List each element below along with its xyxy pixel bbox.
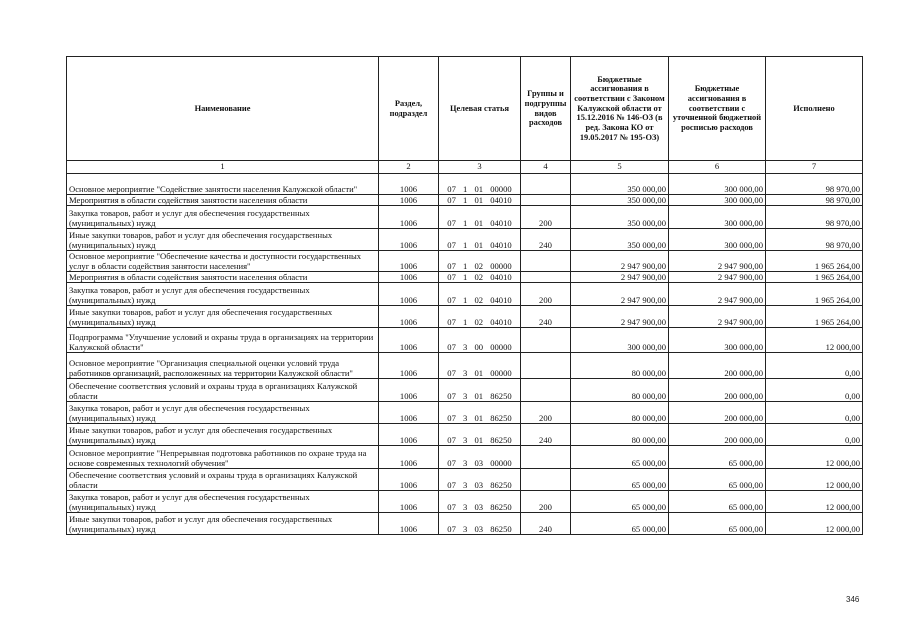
row-target-article: 07 1 02 04010: [439, 306, 521, 328]
row-target-article: 07 3 03 86250: [439, 513, 521, 535]
table-row: [67, 283, 863, 306]
row-law-amount: 80 000,00: [571, 379, 669, 402]
row-plan-amount: 200 000,00: [669, 379, 766, 402]
row-name: Иные закупки товаров, работ и услуг для обеспечения государственных (муниципальных) нужд: [67, 424, 379, 446]
row-name: Иные закупки товаров, работ и услуг для обеспечения государственных (муниципальных) нужд: [67, 513, 379, 535]
row-plan-amount: 200 000,00: [669, 424, 766, 446]
row-name: Основное мероприятие "Обеспечение качества и доступности государственных услуг в области содействия занятости населения": [67, 251, 379, 272]
row-section: 1006: [379, 272, 439, 283]
table-row: [67, 251, 863, 272]
row-executed-amount: 1 965 264,00: [766, 251, 863, 272]
column-number: 7: [766, 161, 863, 174]
row-name: Мероприятия в области содействия занятости населения области: [67, 272, 379, 283]
row-name: Обеспечение соответствия условий и охраны труда в организациях Калужской области: [67, 469, 379, 491]
header-row: [67, 57, 863, 161]
row-law-amount: 80 000,00: [571, 353, 669, 379]
table-row: [67, 424, 863, 446]
row-law-amount: 350 000,00: [571, 174, 669, 195]
header-expense-group: Группы и подгруппы видов расходов: [521, 57, 571, 161]
row-plan-amount: 65 000,00: [669, 491, 766, 513]
row-section: 1006: [379, 513, 439, 535]
row-law-amount: 350 000,00: [571, 195, 669, 206]
row-executed-amount: 98 970,00: [766, 174, 863, 195]
row-target-article: 07 1 02 04010: [439, 272, 521, 283]
row-executed-amount: 98 970,00: [766, 195, 863, 206]
row-section: 1006: [379, 402, 439, 424]
column-number: 3: [439, 161, 521, 174]
row-target-article: 07 1 01 04010: [439, 195, 521, 206]
row-expense-group: 200: [521, 283, 571, 306]
row-expense-group: 240: [521, 306, 571, 328]
row-plan-amount: 2 947 900,00: [669, 272, 766, 283]
row-executed-amount: 12 000,00: [766, 513, 863, 535]
row-plan-amount: 300 000,00: [669, 206, 766, 229]
table-row: [67, 353, 863, 379]
row-plan-amount: 65 000,00: [669, 513, 766, 535]
column-number: 1: [67, 161, 379, 174]
table-row: [67, 306, 863, 328]
row-target-article: 07 3 03 86250: [439, 491, 521, 513]
row-section: 1006: [379, 328, 439, 353]
row-section: 1006: [379, 174, 439, 195]
row-executed-amount: 1 965 264,00: [766, 283, 863, 306]
row-law-amount: 350 000,00: [571, 229, 669, 251]
column-number: 2: [379, 161, 439, 174]
row-expense-group: [521, 251, 571, 272]
row-law-amount: 65 000,00: [571, 469, 669, 491]
row-name: Закупка товаров, работ и услуг для обеспечения государственных (муниципальных) нужд: [67, 491, 379, 513]
row-law-amount: 300 000,00: [571, 328, 669, 353]
row-section: 1006: [379, 306, 439, 328]
row-name: Иные закупки товаров, работ и услуг для обеспечения государственных (муниципальных) нужд: [67, 306, 379, 328]
row-target-article: 07 1 01 04010: [439, 229, 521, 251]
row-target-article: 07 3 01 86250: [439, 379, 521, 402]
header-law-allocation: Бюджетные ассигнования в соответствии с Законом Калужской области от 15.12.2016 № 146-ОЗ (в ред. Закона КО от 19.05.2017 № 195-ОЗ): [571, 57, 669, 161]
row-expense-group: [521, 379, 571, 402]
row-name: Основное мероприятие "Организация специальной оценки условий труда работников организаций, расположенных на территории Калужской области": [67, 353, 379, 379]
row-section: 1006: [379, 424, 439, 446]
row-expense-group: 200: [521, 206, 571, 229]
table-row: [67, 513, 863, 535]
table-row: [67, 379, 863, 402]
row-target-article: 07 1 02 00000: [439, 251, 521, 272]
row-name: Закупка товаров, работ и услуг для обеспечения государственных (муниципальных) нужд: [67, 206, 379, 229]
table-row: [67, 446, 863, 469]
row-expense-group: 200: [521, 491, 571, 513]
row-law-amount: 2 947 900,00: [571, 251, 669, 272]
row-section: 1006: [379, 206, 439, 229]
row-section: 1006: [379, 251, 439, 272]
row-section: 1006: [379, 229, 439, 251]
table-row: [67, 491, 863, 513]
row-plan-amount: 200 000,00: [669, 353, 766, 379]
table-row: [67, 402, 863, 424]
header-target-article: Целевая статья: [439, 57, 521, 161]
row-executed-amount: 98 970,00: [766, 206, 863, 229]
row-executed-amount: 0,00: [766, 402, 863, 424]
row-section: 1006: [379, 195, 439, 206]
row-plan-amount: 65 000,00: [669, 446, 766, 469]
row-name: Обеспечение соответствия условий и охраны труда в организациях Калужской области: [67, 379, 379, 402]
row-expense-group: [521, 328, 571, 353]
header-executed: Исполнено: [766, 57, 863, 161]
row-executed-amount: 12 000,00: [766, 446, 863, 469]
row-expense-group: [521, 174, 571, 195]
row-law-amount: 65 000,00: [571, 491, 669, 513]
row-target-article: 07 3 01 86250: [439, 424, 521, 446]
header-section: Раздел, подраздел: [379, 57, 439, 161]
row-plan-amount: 300 000,00: [669, 174, 766, 195]
row-section: 1006: [379, 283, 439, 306]
row-plan-amount: 300 000,00: [669, 229, 766, 251]
row-executed-amount: 12 000,00: [766, 491, 863, 513]
table-row: [67, 272, 863, 283]
row-expense-group: [521, 446, 571, 469]
row-executed-amount: 12 000,00: [766, 469, 863, 491]
row-section: 1006: [379, 446, 439, 469]
row-law-amount: 350 000,00: [571, 206, 669, 229]
row-executed-amount: 12 000,00: [766, 328, 863, 353]
table-row: [67, 206, 863, 229]
row-expense-group: [521, 353, 571, 379]
column-number: 4: [521, 161, 571, 174]
row-expense-group: 240: [521, 424, 571, 446]
row-executed-amount: 0,00: [766, 379, 863, 402]
table-row: [67, 195, 863, 206]
row-law-amount: 2 947 900,00: [571, 272, 669, 283]
row-expense-group: [521, 469, 571, 491]
row-name: Основное мероприятие "Непрерывная подготовка работников по охране труда на основе современных технологий обучения": [67, 446, 379, 469]
row-target-article: 07 3 01 00000: [439, 353, 521, 379]
column-number-row: [67, 161, 863, 174]
row-executed-amount: 98 970,00: [766, 229, 863, 251]
row-section: 1006: [379, 469, 439, 491]
header-name: Наименование: [67, 57, 379, 161]
row-name: Иные закупки товаров, работ и услуг для обеспечения государственных (муниципальных) нужд: [67, 229, 379, 251]
row-name: Закупка товаров, работ и услуг для обеспечения государственных (муниципальных) нужд: [67, 283, 379, 306]
row-target-article: 07 1 01 00000: [439, 174, 521, 195]
table-row: [67, 469, 863, 491]
row-target-article: 07 3 01 86250: [439, 402, 521, 424]
row-expense-group: 240: [521, 513, 571, 535]
row-name: Основное мероприятие "Содействие занятости населения Калужской области": [67, 174, 379, 195]
page-number: 346: [846, 595, 860, 604]
column-number: 5: [571, 161, 669, 174]
row-law-amount: 2 947 900,00: [571, 306, 669, 328]
row-section: 1006: [379, 491, 439, 513]
row-law-amount: 2 947 900,00: [571, 283, 669, 306]
row-target-article: 07 3 00 00000: [439, 328, 521, 353]
row-target-article: 07 1 02 04010: [439, 283, 521, 306]
row-expense-group: 240: [521, 229, 571, 251]
row-executed-amount: 1 965 264,00: [766, 306, 863, 328]
row-target-article: 07 3 03 00000: [439, 446, 521, 469]
row-name: Подпрограмма "Улучшение условий и охраны труда в организациях на территории Калужской области": [67, 328, 379, 353]
row-name: Мероприятия в области содействия занятости населения области: [67, 195, 379, 206]
row-law-amount: 80 000,00: [571, 402, 669, 424]
table-row: [67, 328, 863, 353]
table-row: [67, 229, 863, 251]
row-plan-amount: 2 947 900,00: [669, 283, 766, 306]
row-expense-group: 200: [521, 402, 571, 424]
row-law-amount: 65 000,00: [571, 446, 669, 469]
budget-table: [66, 56, 863, 535]
row-plan-amount: 200 000,00: [669, 402, 766, 424]
row-expense-group: [521, 195, 571, 206]
row-plan-amount: 300 000,00: [669, 328, 766, 353]
row-executed-amount: 0,00: [766, 424, 863, 446]
row-name: Закупка товаров, работ и услуг для обеспечения государственных (муниципальных) нужд: [67, 402, 379, 424]
row-target-article: 07 3 03 86250: [439, 469, 521, 491]
row-plan-amount: 2 947 900,00: [669, 306, 766, 328]
column-number: 6: [669, 161, 766, 174]
row-executed-amount: 0,00: [766, 353, 863, 379]
row-law-amount: 65 000,00: [571, 513, 669, 535]
row-section: 1006: [379, 353, 439, 379]
row-plan-amount: 65 000,00: [669, 469, 766, 491]
table-row: [67, 174, 863, 195]
row-section: 1006: [379, 379, 439, 402]
header-plan-allocation: Бюджетные ассигнования в соответствии с уточненной бюджетной росписью расходов: [669, 57, 766, 161]
row-plan-amount: 300 000,00: [669, 195, 766, 206]
row-plan-amount: 2 947 900,00: [669, 251, 766, 272]
row-target-article: 07 1 01 04010: [439, 206, 521, 229]
row-law-amount: 80 000,00: [571, 424, 669, 446]
row-expense-group: [521, 272, 571, 283]
row-executed-amount: 1 965 264,00: [766, 272, 863, 283]
